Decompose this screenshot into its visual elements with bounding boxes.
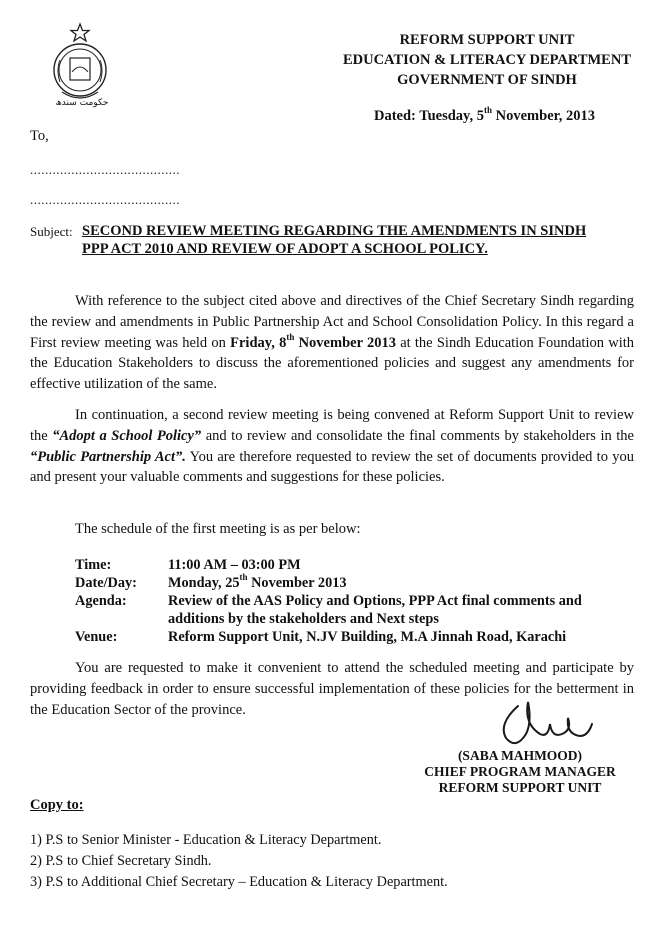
agenda-line-1: Review of the AAS Policy and Options, PPP Act final comments and (168, 593, 582, 609)
letterhead-department: EDUCATION & LITERACY DEPARTMENT (342, 52, 632, 68)
signature-mark (488, 694, 608, 754)
policy-name-aas: “Adopt a School Policy” (52, 427, 202, 444)
seal-caption: حکومت سندھ (55, 98, 109, 108)
body-paragraph-3: You are requested to make it convenient to attend the scheduled meeting and participate by providing feedback in order to ensure successful implementation of these policies for the betterment in the Education Sector of the province. (30, 660, 634, 718)
copy-to-label: Copy to: (30, 797, 84, 813)
schedule-venue-value: Reform Support Unit, N.JV Building, M.A Jinnah Road, Karachi (168, 629, 567, 645)
subject-label: Subject: (30, 224, 73, 239)
subject-line-2: PPP ACT 2010 AND REVIEW OF ADOPT A SCHOOL POLICY. (82, 241, 488, 257)
policy-name-ppp: “Public Partnership Act”. (30, 448, 186, 465)
to-label: To, (30, 128, 49, 144)
list-item: 2) P.S to Chief Secretary Sindh. (30, 853, 212, 869)
letterhead-government: GOVERNMENT OF SINDH (397, 72, 577, 88)
schedule-agenda-label: Agenda: (75, 593, 127, 609)
schedule-day-value: Monday, 25th November 2013 (168, 572, 347, 591)
to-address-line-2: ........................................ (30, 192, 180, 207)
agenda-line-2: additions by the stakeholders and Next steps (168, 611, 439, 627)
signatory-title: CHIEF PROGRAM MANAGER (424, 764, 616, 779)
letterhead-unit: REFORM SUPPORT UNIT (399, 32, 575, 48)
signatory-name: (SABA MAHMOOD) (457, 748, 583, 763)
list-item: 3) P.S to Additional Chief Secretary – Education & Literacy Department. (30, 874, 448, 890)
body-paragraph-1: With reference to the subject cited above and directives of the Chief Secretary Sindh regarding the review and amendments in Public Partnership Act and School Consolidation Policy. In this regard a First review meeting was held on Friday, 8th November 2013 at the Sindh Education Foundation with the Education Stakeholders to discuss the aforementioned policies and suggest any amendments for effective utilization of the same. (30, 293, 634, 393)
schedule-time-label: Time: (75, 557, 112, 573)
schedule-intro: The schedule of the first meeting is as per below: (75, 521, 361, 537)
schedule-agenda-value (168, 592, 638, 628)
subject-text (82, 222, 586, 258)
schedule-venue-label: Venue: (75, 629, 118, 645)
date-line: Dated: Tuesday, 5th November, 2013 (374, 105, 595, 124)
signatory-unit: REFORM SUPPORT UNIT (438, 780, 602, 795)
letterhead (322, 30, 652, 90)
list-item: 1) P.S to Senior Minister - Education & Literacy Department. (30, 832, 382, 848)
copy-to-list (30, 830, 630, 893)
signature-block (420, 748, 620, 796)
schedule-day-label: Date/Day: (75, 575, 137, 591)
body-paragraph-2: In continuation, a second review meeting is being convened at Reform Support Unit to review the “Adopt a School Policy” and to review and consolidate the final comments by stakeholders in the “Public Partnership Act”. You are therefore requested to review the set of documents provided to you and present your valuable comments and suggestions for these policies. (30, 407, 634, 486)
subject-line-1: SECOND REVIEW MEETING REGARDING THE AMENDMENTS IN SINDH (82, 223, 587, 239)
schedule-time-value: 11:00 AM – 03:00 PM (168, 557, 301, 573)
to-address-line-1: ........................................ (30, 162, 180, 177)
